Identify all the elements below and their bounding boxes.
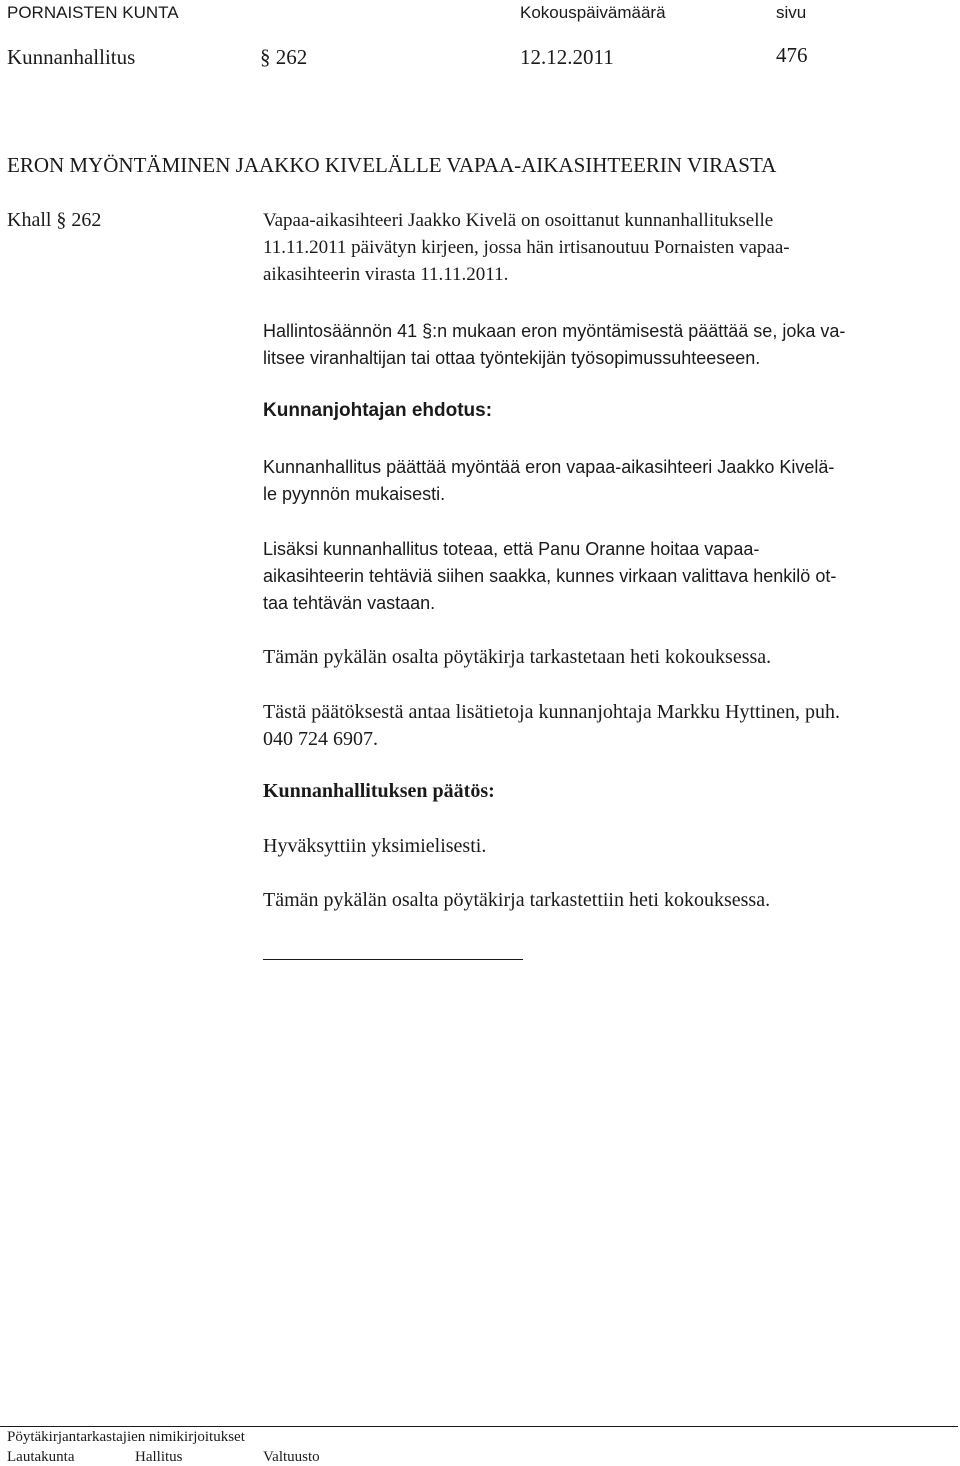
heading-decision: Kunnanhallituksen päätös: <box>263 780 495 802</box>
paragraph-contact-info <box>263 699 953 753</box>
text-line: Hyväksyttiin yksimielisesti. <box>263 835 487 857</box>
footer-divider <box>0 1426 958 1427</box>
footer-signatures-label: Pöytäkirjantarkastajien nimikirjoitukset <box>7 1429 245 1445</box>
footer-column-council: Valtuusto <box>263 1449 320 1465</box>
section-reference: Khall § 262 <box>7 209 102 231</box>
footer-column-government: Hallitus <box>135 1449 183 1465</box>
paragraph-minutes-check <box>263 644 953 671</box>
page-label: sivu <box>776 3 807 22</box>
text-line: Kunnanhallitus päättää myöntää eron vapaa-aikasihteeri Jaakko Kivelä- <box>263 457 835 477</box>
text-line: taa tehtävän vastaan. <box>263 593 436 613</box>
paragraph-minutes-checked <box>263 887 953 914</box>
text-line: Vapaa-aikasihteeri Jaakko Kivelä on osoittanut kunnanhallitukselle <box>263 210 774 231</box>
meeting-date: 12.12.2011 <box>520 45 614 69</box>
board-name: Kunnanhallitus <box>7 45 136 69</box>
text-line: Lisäksi kunnanhallitus toteaa, että Panu Oranne hoitaa vapaa- <box>263 539 760 559</box>
paragraph-proposal <box>263 454 953 508</box>
text-line: le pyynnön mukaisesti. <box>263 484 446 504</box>
document-title: ERON MYÖNTÄMINEN JAAKKO KIVELÄLLE VAPAA-AIKASIHTEERIN VIRASTA <box>7 153 777 177</box>
text-line: Hallintosäännön 41 §:n mukaan eron myöntämisestä päättää se, joka va- <box>263 321 846 341</box>
paragraph-resignation-letter <box>263 207 953 288</box>
text-line: 040 724 6907. <box>263 728 378 750</box>
paragraph-substitute <box>263 536 953 617</box>
organization-name: PORNAISTEN KUNTA <box>7 3 179 22</box>
section-number: § 262 <box>260 45 308 69</box>
text-line: aikasihteerin tehtäviä siihen saakka, kunnes virkaan valittava henkilö ot- <box>263 566 837 586</box>
text-line: Tämän pykälän osalta pöytäkirja tarkastetaan heti kokouksessa. <box>263 646 772 668</box>
text-line: Tästä päätöksestä antaa lisätietoja kunnanjohtaja Markku Hyttinen, puh. <box>263 701 841 723</box>
text-line: 11.11.2011 päivätyn kirjeen, jossa hän irtisanoutuu Pornaisten vapaa- <box>263 237 790 258</box>
footer-column-board: Lautakunta <box>7 1449 75 1465</box>
heading-proposal: Kunnanjohtajan ehdotus: <box>263 400 493 421</box>
text-line: aikasihteerin virasta 11.11.2011. <box>263 264 509 285</box>
text-line: Tämän pykälän osalta pöytäkirja tarkastettiin heti kokouksessa. <box>263 889 771 911</box>
paragraph-administrative-rule <box>263 318 953 372</box>
meeting-date-label: Kokouspäivämäärä <box>520 3 666 22</box>
page-number: 476 <box>776 43 808 67</box>
text-line: litsee viranhaltijan tai ottaa työntekijän työsopimussuhteeseen. <box>263 348 761 368</box>
signature-line <box>263 959 523 960</box>
paragraph-approved <box>263 833 953 860</box>
